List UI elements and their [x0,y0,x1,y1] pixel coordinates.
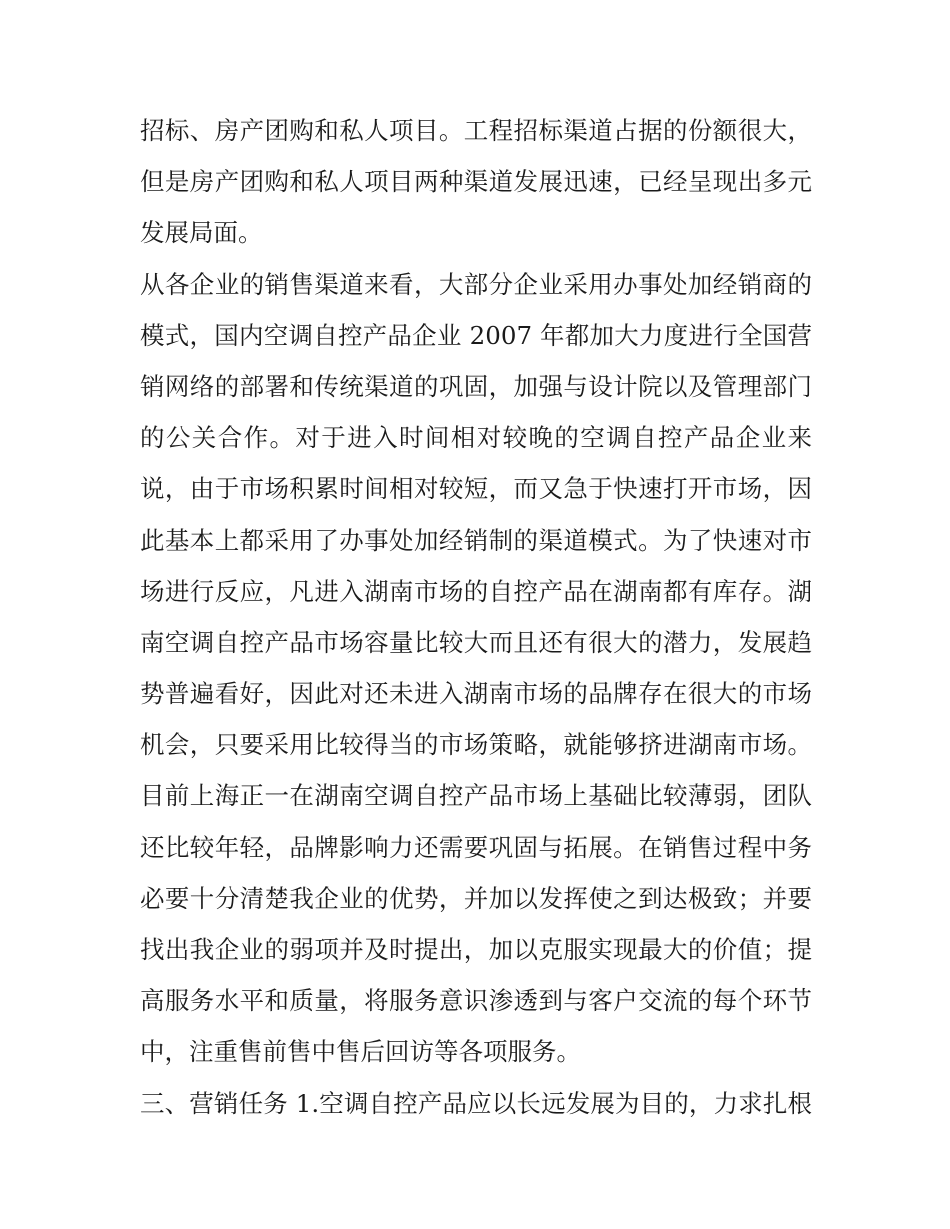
text-line: 南空调自控产品市场容量比较大而且还有很大的潜力，发展趋 [140,627,812,657]
text-line: 高服务水平和质量，将服务意识渗透到与客户交流的每个环节 [140,986,812,1016]
text-line: 还比较年轻，品牌影响力还需要巩固与拓展。在销售过程中务 [140,832,812,862]
text-line: 必要十分清楚我企业的优势，并加以发挥使之到达极致；并要 [140,883,812,913]
text-line: 说，由于市场积累时间相对较短，而又急于快速打开市场，因 [140,474,812,504]
text-line: 的公关合作。对于进入时间相对较晚的空调自控产品企业来 [140,423,812,453]
text-line: 场进行反应，凡进入湖南市场的自控产品在湖南都有库存。湖 [140,576,812,606]
text-line: 中，注重售前售中售后回访等各项服务。 [140,1037,581,1067]
text-line: 机会，只要采用比较得当的市场策略，就能够挤进湖南市场。 [140,730,812,760]
text-line: 模式，国内空调自控产品企业 2007 年都加大力度进行全国营 [140,320,812,350]
text-line: 找出我企业的弱项并及时提出，加以克服实现最大的价值；提 [140,935,812,964]
text-line: 三、营销任务 1.空调自控产品应以长远发展为目的，力求扎根 [140,1088,812,1118]
body-text [140,105,812,1129]
text-line: 但是房产团购和私人项目两种渠道发展迅速，已经呈现出多元 [140,167,812,197]
text-line: 势普遍看好，因此对还未进入湖南市场的品牌存在很大的市场 [140,679,812,709]
text-line: 发展局面。 [140,218,263,248]
text-line: 招标、房产团购和私人项目。工程招标渠道占据的份额很大， [140,116,812,145]
text-line: 目前上海正一在湖南空调自控产品市场上基础比较薄弱，团队 [140,781,812,811]
text-line: 从各企业的销售渠道来看，大部分企业采用办事处加经销商的 [140,269,812,299]
text-line: 此基本上都采用了办事处加经销制的渠道模式。为了快速对市 [140,525,812,555]
text-line: 销网络的部署和传统渠道的巩固，加强与设计院以及管理部门 [140,371,812,401]
